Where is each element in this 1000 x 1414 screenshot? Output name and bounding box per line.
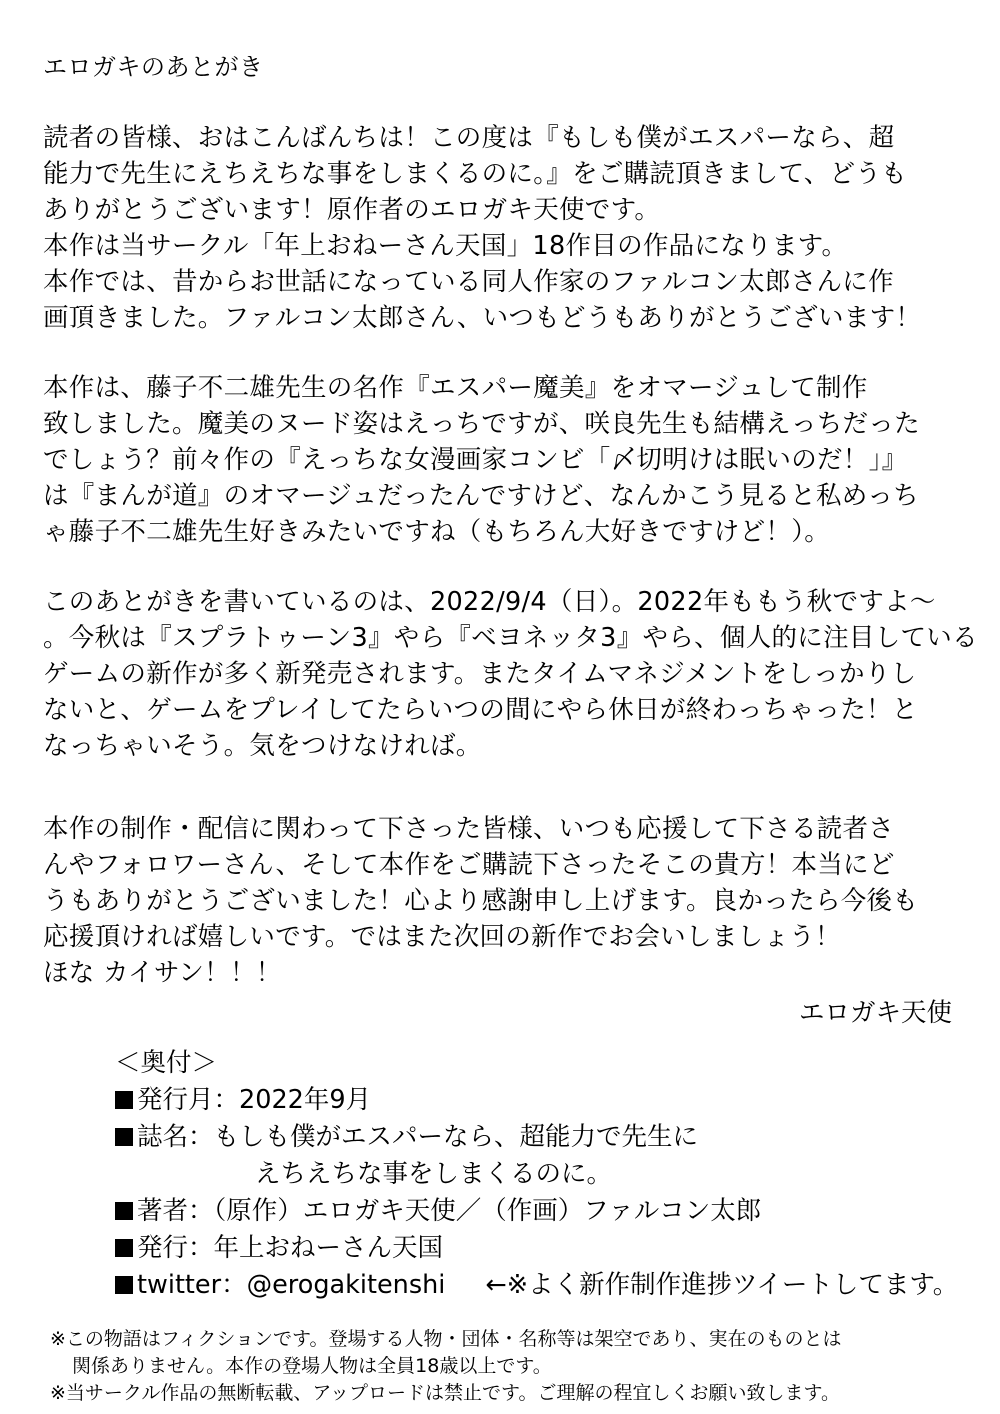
colophon-authors [115, 1193, 975, 1230]
text-line: 応援頂ければ嬉しいです。ではまた次回の新作でお会いしましょう！ [43, 922, 841, 952]
text-line: ゃ藤子不二雄先生好きみたいですね（もちろん大好きですけど！）。 [43, 517, 831, 547]
text-line: 読者の皆様、おはこんばんちは！この度は『もしも僕がエスパーなら、超 [43, 123, 895, 153]
text-line: ないと、ゲームをプレイしてたらいつの間にやら休日が終わっちゃった！と [43, 695, 918, 725]
text-line: なっちゃいそう。気をつけなければ。 [43, 731, 482, 761]
title-text-line1: 誌名：もしも僕がエスパーなら、超能力で先生に [137, 1122, 699, 1152]
twitter-handle: twitter：@erogakitenshi [137, 1270, 446, 1300]
issue-date-text: 発行月：2022年9月 [137, 1085, 372, 1115]
square-bullet-icon [115, 1202, 133, 1220]
colophon-title-cont: えちえちな事をしまくるのに。 [255, 1159, 613, 1189]
text-line: 能力で先生にえちえちな事をしまくるのに。』をご購読頂きまして、どうも [43, 159, 907, 189]
paragraph-4 [43, 811, 978, 991]
author-signature: エロガキ天使 [798, 998, 952, 1028]
text-line: 。今秋は『スプラトゥーン3』やら『ベヨネッタ3』やら、個人的に注目している [43, 623, 978, 653]
note-line: ※当サークル作品の無断転載、アップロードは禁止です。ご理解の程宜しくお願い致します。 [50, 1382, 840, 1404]
square-bullet-icon [115, 1276, 133, 1294]
text-line: 致しました。魔美のヌード姿はえっちですが、咲良先生も結構えっちだった [43, 409, 920, 439]
text-line: んやフォロワーさん、そして本作をご購読下さったそこの貴方！本当にど [43, 850, 895, 880]
paragraph-3 [43, 584, 978, 764]
authors-text: 著者：（原作）エロガキ天使／（作画）ファルコン太郎 [137, 1196, 762, 1226]
twitter-note: ←※よく新作制作進捗ツイートしてます。 [485, 1270, 959, 1300]
disclaimer-notes [50, 1326, 980, 1407]
text-line: でしょう？前々作の『えっちな女漫画家コンビ「〆切明けは眠いのだ！」』 [43, 445, 908, 475]
square-bullet-icon [115, 1128, 133, 1146]
text-line: ゲームの新作が多く新発売されます。またタイムマネジメントをしっかりし [43, 659, 917, 689]
text-line: ほな カイサン！！！ [43, 958, 282, 988]
text-line: 本作の制作・配信に関わって下さった皆様、いつも応援して下さる読者さ [43, 814, 895, 844]
text-line: うもありがとうございました！心より感謝申し上げます。良かったら今後も [43, 886, 919, 916]
paragraph-2 [43, 370, 978, 550]
colophon-twitter [115, 1267, 975, 1304]
square-bullet-icon [115, 1091, 133, 1109]
colophon-publisher [115, 1230, 975, 1267]
text-line: このあとがきを書いているのは、2022/9/4（日）。2022年ももう秋ですよ～ [43, 587, 936, 617]
text-line: ありがとうございます！原作者のエロガキ天使です。 [43, 195, 661, 225]
text-line: 本作では、昔からお世話になっている同人作家のファルコン太郎さんに作 [43, 267, 894, 297]
colophon-heading: ＜奥付＞ [115, 1048, 218, 1078]
colophon [115, 1045, 975, 1304]
colophon-issue-date [115, 1082, 975, 1119]
square-bullet-icon [115, 1239, 133, 1257]
paragraph-1 [43, 120, 978, 336]
colophon-title [115, 1119, 975, 1156]
note-line: ※この物語はフィクションです。登場する人物・団体・名称等は架空であり、実在のものとは [50, 1328, 842, 1350]
afterword-title: エロガキのあとがき [43, 53, 264, 81]
text-line: 本作は、藤子不二雄先生の名作『エスパー魔美』をオマージュして制作 [43, 373, 868, 403]
publisher-text: 発行：年上おねーさん天国 [137, 1233, 444, 1263]
text-line: 本作は当サークル「年上おねーさん天国」18作目の作品になります。 [43, 231, 848, 261]
note-line: 関係ありません。本作の登場人物は全員18歳以上です。 [72, 1355, 552, 1377]
text-line: は『まんが道』のオマージュだったんですけど、なんかこう見ると私めっち [43, 481, 919, 511]
text-line: 画頂きました。ファルコン太郎さん、いつもどうもありがとうございます！ [43, 303, 922, 333]
